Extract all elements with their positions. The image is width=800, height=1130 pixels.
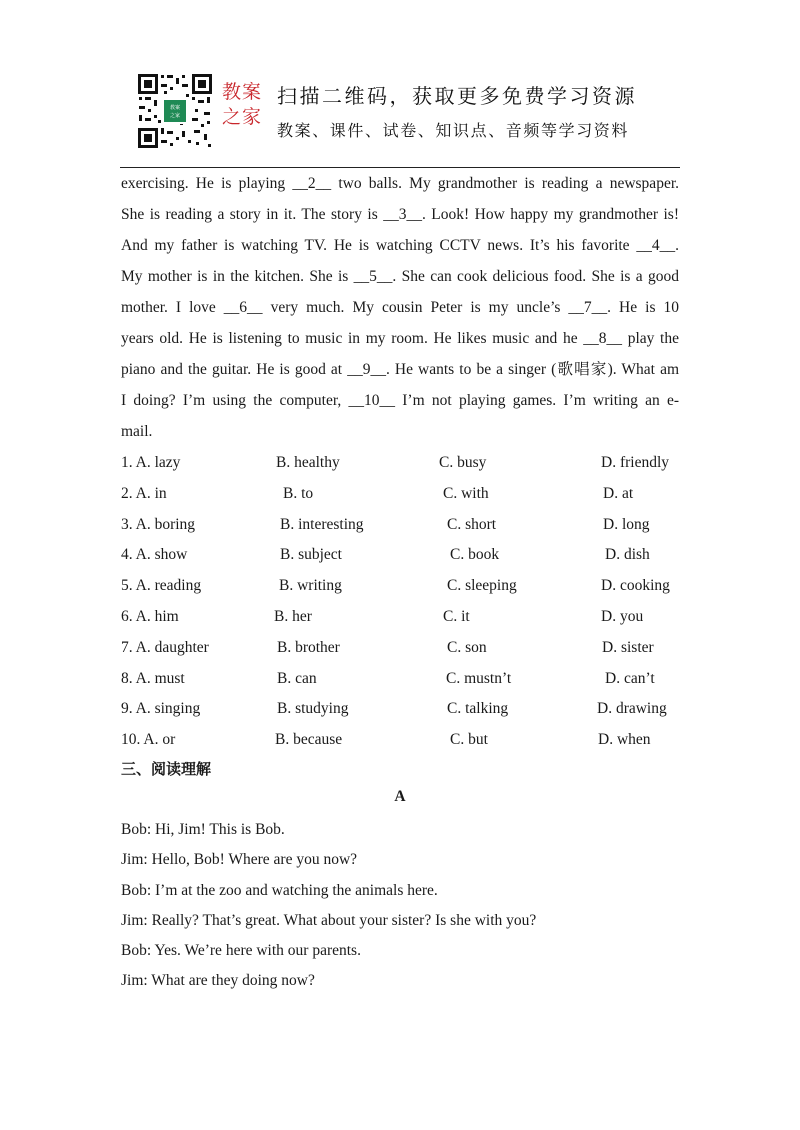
option-row bbox=[121, 725, 681, 756]
option-c: C. son bbox=[447, 638, 487, 656]
dialog-line: Bob: Hi, Jim! This is Bob. bbox=[121, 821, 285, 838]
option-row bbox=[121, 664, 681, 695]
section-title: 三、阅读理解 bbox=[121, 760, 212, 778]
option-d: D. at bbox=[603, 484, 634, 502]
option-d: D. dish bbox=[605, 546, 650, 564]
option-d: D. can’t bbox=[605, 669, 655, 687]
passage-line: exercising. He is playing __2__ two balls. My grandmother is reading a newspaper. bbox=[121, 175, 679, 192]
option-a: 8. A. must bbox=[121, 669, 185, 687]
svg-text:教案: 教案 bbox=[169, 105, 181, 111]
header-slogan: 扫描二维码，获取更多免费学习资源 bbox=[277, 84, 637, 108]
passage-line: My mother is in the kitchen. She is __5__. She can cook delicious food. She is a good bbox=[121, 268, 679, 285]
dialog-line: Bob: I’m at the zoo and watching the animals here. bbox=[121, 881, 438, 899]
option-a: 5. A. reading bbox=[121, 577, 202, 595]
option-c: C. with bbox=[443, 484, 489, 502]
header-subslogan: 教案、课件、试卷、知识点、音频等学习资料 bbox=[277, 121, 630, 140]
logo-line-2: 之家 bbox=[222, 106, 263, 128]
option-row bbox=[121, 571, 681, 602]
option-c: C. but bbox=[450, 731, 488, 749]
option-d: D. cooking bbox=[601, 577, 670, 595]
option-row bbox=[121, 633, 681, 664]
option-b: B. because bbox=[275, 731, 343, 749]
passage-line: And my father is watching TV. He is watching CCTV news. It’s his favorite __4__. bbox=[121, 237, 679, 254]
passage-line: mail. bbox=[121, 423, 153, 440]
option-a: 7. A. daughter bbox=[121, 638, 209, 656]
option-a: 6. A. him bbox=[121, 607, 179, 625]
site-logo bbox=[222, 80, 272, 130]
dialog-line: Jim: Really? That’s great. What about your sister? Is she with you? bbox=[121, 911, 537, 929]
option-row bbox=[121, 448, 681, 479]
answer-options bbox=[121, 448, 681, 756]
option-a: 2. A. in bbox=[121, 484, 167, 502]
option-b: B. her bbox=[274, 607, 312, 625]
option-d: D. drawing bbox=[597, 700, 667, 718]
subsection-heading: A bbox=[394, 788, 406, 805]
option-c: C. it bbox=[443, 607, 470, 625]
option-d: D. when bbox=[598, 731, 651, 749]
qr-code-image bbox=[136, 72, 214, 150]
option-c: C. book bbox=[450, 546, 500, 564]
logo-line-1: 教案 bbox=[222, 81, 263, 103]
option-b: B. subject bbox=[280, 546, 342, 564]
option-c: C. mustn’t bbox=[446, 669, 512, 687]
option-row bbox=[121, 694, 681, 725]
cloze-passage bbox=[121, 168, 679, 447]
option-d: D. long bbox=[603, 515, 650, 533]
page-header bbox=[0, 0, 800, 170]
option-b: B. writing bbox=[279, 577, 342, 595]
passage-line: piano and the guitar. He is good at __9__. He wants to be a singer (歌唱家). What am bbox=[121, 361, 679, 378]
passage-line: mother. I love __6__ very much. My cousin Peter is my uncle’s __7__. He is 10 bbox=[121, 299, 679, 316]
option-b: B. interesting bbox=[280, 515, 364, 533]
option-c: C. short bbox=[447, 515, 497, 533]
dialog-line: Jim: Hello, Bob! Where are you now? bbox=[121, 851, 358, 869]
option-row bbox=[121, 510, 681, 541]
option-d: D. friendly bbox=[601, 454, 670, 471]
option-a: 9. A. singing bbox=[121, 700, 201, 718]
option-b: B. healthy bbox=[276, 454, 340, 471]
option-b: B. can bbox=[277, 669, 317, 687]
passage-line: I doing? I’m using the computer, __10__ I’m not playing games. I’m writing an e- bbox=[121, 392, 679, 409]
option-a: 10. A. or bbox=[121, 731, 176, 749]
option-a: 1. A. lazy bbox=[121, 454, 181, 471]
option-a: 3. A. boring bbox=[121, 515, 196, 533]
dialog-line: Jim: What are they doing now? bbox=[121, 972, 315, 990]
passage-line: She is reading a story in it. The story is __3__. Look! How happy my grandmother is! bbox=[121, 206, 679, 223]
passage-line: years old. He is listening to music in my room. He likes music and he __8__ play the bbox=[121, 330, 679, 347]
option-row bbox=[121, 540, 681, 571]
option-a: 4. A. show bbox=[121, 546, 188, 564]
option-row bbox=[121, 479, 681, 510]
option-b: B. studying bbox=[277, 700, 349, 718]
option-c: C. talking bbox=[447, 700, 509, 718]
option-c: C. sleeping bbox=[447, 577, 517, 595]
dialog-line: Bob: Yes. We’re here with our parents. bbox=[121, 942, 361, 960]
option-c: C. busy bbox=[439, 454, 487, 471]
svg-text:之家: 之家 bbox=[169, 113, 181, 119]
option-d: D. sister bbox=[602, 638, 654, 656]
reading-dialog bbox=[121, 815, 536, 997]
option-row bbox=[121, 602, 681, 633]
option-b: B. to bbox=[283, 484, 314, 502]
option-d: D. you bbox=[601, 607, 644, 625]
option-b: B. brother bbox=[277, 638, 340, 656]
